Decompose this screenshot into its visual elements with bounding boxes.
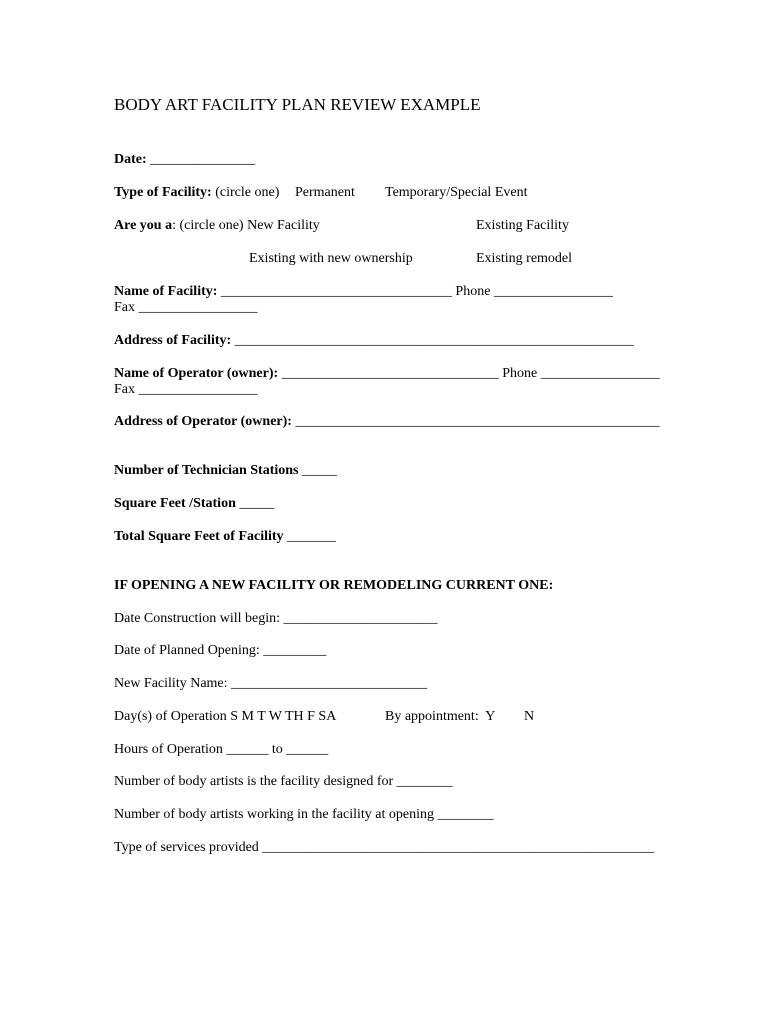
operator-fax-field[interactable]: Fax _________________ [114,382,258,397]
stations-field[interactable]: _____ [302,463,337,478]
option-existing-new-ownership[interactable]: Existing with new ownership [249,251,413,266]
date-line [114,152,255,168]
new-facility-name-field[interactable]: New Facility Name: ____________________________ [114,676,428,691]
date-field[interactable]: _______________ [150,152,256,167]
option-permanent[interactable]: Permanent [295,185,355,200]
facility-name-field[interactable]: _________________________________ [220,284,452,299]
page-title: BODY ART FACILITY PLAN REVIEW EXAMPLE [114,95,481,114]
operator-name-label: Name of Operator (owner): [114,366,279,381]
planned-opening-field[interactable]: Date of Planned Opening: _________ [114,643,327,658]
option-new-facility[interactable]: : (circle one) New Facility [172,218,320,233]
artists-opening-field[interactable]: Number of body artists working in the facility at opening ________ [114,807,494,822]
option-existing-facility[interactable]: Existing Facility [476,218,569,233]
facility-name-label: Name of Facility: [114,284,218,299]
artists-designed-field[interactable]: Number of body artists is the facility designed for ________ [114,774,453,789]
stations-label: Number of Technician Stations [114,463,299,478]
are-you-label: Are you a [114,218,173,233]
total-sqft-line [114,529,336,545]
services-field[interactable]: Type of services provided ________________________________________________________ [114,840,655,855]
facility-type-hint: (circle one) [215,185,280,200]
option-existing-remodel[interactable]: Existing remodel [476,251,573,266]
operator-address-field[interactable]: ____________________________________________________ [295,414,660,429]
facility-type-line [114,185,279,201]
operator-name-field[interactable]: _______________________________ [281,366,499,381]
days-of-operation-field[interactable]: Day(s) of Operation S M T W TH F SA [114,709,337,724]
construction-begin-field[interactable]: Date Construction will begin: ______________________ [114,611,438,626]
facility-address-label: Address of Facility: [114,333,232,348]
option-temporary-special-event[interactable]: Temporary/Special Event [385,185,528,200]
facility-phone-field[interactable]: Phone _________________ [455,284,613,299]
total-sqft-label: Total Square Feet of Facility [114,529,284,544]
are-you-line [114,218,320,234]
sqft-station-label: Square Feet /Station [114,496,236,511]
facility-type-label: Type of Facility: [114,185,212,200]
sqft-station-line [114,496,274,512]
hours-of-operation-field[interactable]: Hours of Operation ______ to ______ [114,742,329,757]
facility-address-field[interactable]: _________________________________________________________ [234,333,634,348]
sqft-station-field[interactable]: _____ [239,496,275,511]
operator-address-label: Address of Operator (owner): [114,414,292,429]
by-appointment-no[interactable]: N [524,709,535,724]
section-heading: IF OPENING A NEW FACILITY OR REMODELING CURRENT ONE: [114,578,554,593]
operator-phone-field[interactable]: Phone _________________ [502,366,660,381]
facility-address-line [114,333,634,349]
operator-address-line [114,414,659,430]
total-sqft-field[interactable]: _______ [287,529,337,544]
facility-name-line [114,284,613,300]
stations-line [114,463,337,479]
date-label: Date: [114,152,147,167]
by-appointment-yes[interactable]: By appointment: Y [385,709,496,724]
operator-name-line [114,366,660,382]
facility-fax-field[interactable]: Fax _________________ [114,300,258,315]
